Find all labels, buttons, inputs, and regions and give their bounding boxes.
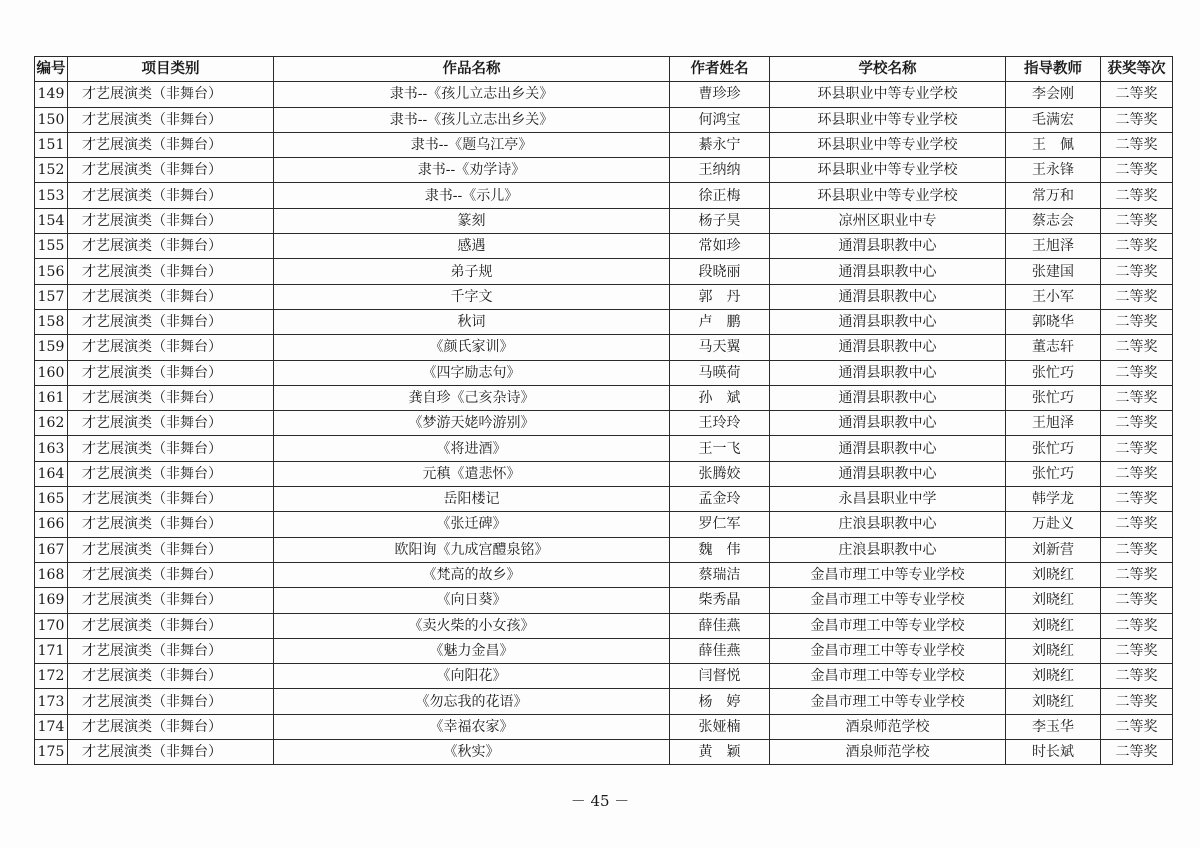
cell-category: 才艺展演类（非舞台） [68, 360, 274, 385]
cell-school: 通渭县职教中心 [770, 411, 1006, 436]
cell-teacher: 刘晓红 [1006, 562, 1101, 587]
cell-award: 二等奖 [1101, 562, 1173, 587]
table-row [35, 461, 1173, 486]
cell-author: 马暎荷 [670, 360, 770, 385]
cell-work-title: 千字文 [274, 284, 670, 309]
cell-category: 才艺展演类（非舞台） [68, 689, 274, 714]
cell-teacher: 李玉华 [1006, 714, 1101, 739]
cell-author: 常如珍 [670, 234, 770, 259]
cell-work-title: 隶书--《示儿》 [274, 183, 670, 208]
cell-work-title: 弟子规 [274, 259, 670, 284]
cell-number: 153 [35, 183, 68, 208]
cell-work-title: 隶书--《孩儿立志出乡关》 [274, 107, 670, 132]
cell-award: 二等奖 [1101, 664, 1173, 689]
table-row [35, 613, 1173, 638]
cell-category: 才艺展演类（非舞台） [68, 385, 274, 410]
cell-teacher: 毛满宏 [1006, 107, 1101, 132]
cell-work-title: 元稹《遣悲怀》 [274, 461, 670, 486]
cell-school: 环县职业中等专业学校 [770, 107, 1006, 132]
cell-school: 通渭县职教中心 [770, 436, 1006, 461]
table-row [35, 234, 1173, 259]
cell-school: 通渭县职教中心 [770, 234, 1006, 259]
cell-award: 二等奖 [1101, 82, 1173, 107]
cell-number: 173 [35, 689, 68, 714]
table-row [35, 208, 1173, 233]
cell-award: 二等奖 [1101, 537, 1173, 562]
cell-category: 才艺展演类（非舞台） [68, 183, 274, 208]
cell-school: 环县职业中等专业学校 [770, 183, 1006, 208]
cell-number: 164 [35, 461, 68, 486]
header-row [35, 57, 1173, 82]
cell-teacher: 张忙巧 [1006, 436, 1101, 461]
cell-school: 通渭县职教中心 [770, 259, 1006, 284]
cell-school: 通渭县职教中心 [770, 335, 1006, 360]
cell-award: 二等奖 [1101, 512, 1173, 537]
cell-author: 杨 婷 [670, 689, 770, 714]
cell-category: 才艺展演类（非舞台） [68, 461, 274, 486]
cell-award: 二等奖 [1101, 411, 1173, 436]
table-row [35, 436, 1173, 461]
cell-teacher: 董志轩 [1006, 335, 1101, 360]
cell-number: 156 [35, 259, 68, 284]
cell-work-title: 隶书--《孩儿立志出乡关》 [274, 82, 670, 107]
cell-award: 二等奖 [1101, 208, 1173, 233]
cell-award: 二等奖 [1101, 158, 1173, 183]
cell-award: 二等奖 [1101, 309, 1173, 334]
cell-teacher: 刘新营 [1006, 537, 1101, 562]
cell-author: 杨子昊 [670, 208, 770, 233]
cell-category: 才艺展演类（非舞台） [68, 107, 274, 132]
cell-school: 金昌市理工中等专业学校 [770, 588, 1006, 613]
cell-school: 酒泉师范学校 [770, 740, 1006, 765]
cell-number: 172 [35, 664, 68, 689]
table-row [35, 259, 1173, 284]
table-row [35, 537, 1173, 562]
table-row [35, 588, 1173, 613]
cell-author: 薛佳燕 [670, 613, 770, 638]
cell-school: 环县职业中等专业学校 [770, 158, 1006, 183]
cell-award: 二等奖 [1101, 385, 1173, 410]
cell-category: 才艺展演类（非舞台） [68, 436, 274, 461]
cell-teacher: 李会刚 [1006, 82, 1101, 107]
cell-school: 永昌县职业中学 [770, 487, 1006, 512]
cell-work-title: 篆刻 [274, 208, 670, 233]
cell-category: 才艺展演类（非舞台） [68, 613, 274, 638]
cell-school: 金昌市理工中等专业学校 [770, 664, 1006, 689]
cell-award: 二等奖 [1101, 638, 1173, 663]
header-teacher: 指导教师 [1006, 57, 1101, 82]
table-row [35, 714, 1173, 739]
cell-school: 金昌市理工中等专业学校 [770, 613, 1006, 638]
cell-category: 才艺展演类（非舞台） [68, 714, 274, 739]
cell-number: 155 [35, 234, 68, 259]
table-row [35, 309, 1173, 334]
cell-teacher: 刘晓红 [1006, 689, 1101, 714]
table-row [35, 183, 1173, 208]
cell-teacher: 王小军 [1006, 284, 1101, 309]
cell-category: 才艺展演类（非舞台） [68, 588, 274, 613]
table-row [35, 638, 1173, 663]
cell-author: 蔡瑞洁 [670, 562, 770, 587]
cell-number: 154 [35, 208, 68, 233]
cell-author: 綦永宁 [670, 132, 770, 157]
table-row [35, 512, 1173, 537]
cell-teacher: 张忙巧 [1006, 385, 1101, 410]
cell-school: 金昌市理工中等专业学校 [770, 689, 1006, 714]
cell-work-title: 《幸福农家》 [274, 714, 670, 739]
cell-award: 二等奖 [1101, 132, 1173, 157]
header-category: 项目类别 [68, 57, 274, 82]
cell-author: 马天翼 [670, 335, 770, 360]
cell-award: 二等奖 [1101, 107, 1173, 132]
page-number: － 45 － [570, 792, 630, 810]
cell-author: 闫督悦 [670, 664, 770, 689]
cell-work-title: 《魅力金昌》 [274, 638, 670, 663]
cell-teacher: 常万和 [1006, 183, 1101, 208]
header-number: 编号 [35, 57, 68, 82]
cell-work-title: 龚自珍《己亥杂诗》 [274, 385, 670, 410]
cell-award: 二等奖 [1101, 183, 1173, 208]
header-work-title: 作品名称 [274, 57, 670, 82]
cell-number: 168 [35, 562, 68, 587]
cell-number: 174 [35, 714, 68, 739]
table-row [35, 562, 1173, 587]
cell-category: 才艺展演类（非舞台） [68, 158, 274, 183]
cell-school: 通渭县职教中心 [770, 461, 1006, 486]
cell-school: 金昌市理工中等专业学校 [770, 638, 1006, 663]
cell-category: 才艺展演类（非舞台） [68, 562, 274, 587]
cell-number: 175 [35, 740, 68, 765]
cell-teacher: 王永锋 [1006, 158, 1101, 183]
cell-work-title: 《梦游天姥吟游别》 [274, 411, 670, 436]
cell-number: 158 [35, 309, 68, 334]
table-row [35, 107, 1173, 132]
cell-work-title: 秋词 [274, 309, 670, 334]
cell-number: 151 [35, 132, 68, 157]
cell-category: 才艺展演类（非舞台） [68, 132, 274, 157]
cell-work-title: 《梵高的故乡》 [274, 562, 670, 587]
cell-work-title: 《勿忘我的花语》 [274, 689, 670, 714]
cell-category: 才艺展演类（非舞台） [68, 335, 274, 360]
cell-work-title: 《向日葵》 [274, 588, 670, 613]
cell-author: 孟金玲 [670, 487, 770, 512]
cell-award: 二等奖 [1101, 740, 1173, 765]
cell-award: 二等奖 [1101, 461, 1173, 486]
cell-school: 凉州区职业中专 [770, 208, 1006, 233]
cell-category: 才艺展演类（非舞台） [68, 664, 274, 689]
cell-author: 段晓丽 [670, 259, 770, 284]
cell-work-title: 隶书--《题乌江亭》 [274, 132, 670, 157]
cell-school: 庄浪县职教中心 [770, 512, 1006, 537]
cell-teacher: 王旭泽 [1006, 411, 1101, 436]
cell-number: 163 [35, 436, 68, 461]
cell-teacher: 韩学龙 [1006, 487, 1101, 512]
table-row [35, 740, 1173, 765]
cell-teacher: 王 佩 [1006, 132, 1101, 157]
cell-number: 152 [35, 158, 68, 183]
cell-number: 165 [35, 487, 68, 512]
cell-category: 才艺展演类（非舞台） [68, 638, 274, 663]
cell-number: 166 [35, 512, 68, 537]
table-row [35, 385, 1173, 410]
table-body [35, 82, 1173, 765]
cell-teacher: 刘晓红 [1006, 638, 1101, 663]
cell-category: 才艺展演类（非舞台） [68, 740, 274, 765]
cell-teacher: 张忙巧 [1006, 461, 1101, 486]
cell-number: 171 [35, 638, 68, 663]
cell-award: 二等奖 [1101, 335, 1173, 360]
cell-teacher: 刘晓红 [1006, 664, 1101, 689]
cell-award: 二等奖 [1101, 689, 1173, 714]
cell-number: 167 [35, 537, 68, 562]
cell-work-title: 《四字励志句》 [274, 360, 670, 385]
cell-award: 二等奖 [1101, 234, 1173, 259]
cell-award: 二等奖 [1101, 487, 1173, 512]
cell-author: 薛佳燕 [670, 638, 770, 663]
cell-work-title: 《将进酒》 [274, 436, 670, 461]
cell-teacher: 张忙巧 [1006, 360, 1101, 385]
cell-school: 通渭县职教中心 [770, 309, 1006, 334]
cell-number: 157 [35, 284, 68, 309]
table-row [35, 689, 1173, 714]
table-row [35, 664, 1173, 689]
award-table [34, 56, 1173, 765]
cell-teacher: 郭晓华 [1006, 309, 1101, 334]
cell-category: 才艺展演类（非舞台） [68, 284, 274, 309]
table-row [35, 158, 1173, 183]
cell-award: 二等奖 [1101, 714, 1173, 739]
table-row [35, 411, 1173, 436]
cell-teacher: 刘晓红 [1006, 613, 1101, 638]
cell-category: 才艺展演类（非舞台） [68, 234, 274, 259]
cell-author: 王一飞 [670, 436, 770, 461]
cell-work-title: 感遇 [274, 234, 670, 259]
cell-author: 何鸿宝 [670, 107, 770, 132]
cell-award: 二等奖 [1101, 588, 1173, 613]
table-row [35, 82, 1173, 107]
cell-category: 才艺展演类（非舞台） [68, 208, 274, 233]
cell-award: 二等奖 [1101, 436, 1173, 461]
cell-work-title: 《向阳花》 [274, 664, 670, 689]
cell-work-title: 欧阳询《九成宫醴泉铭》 [274, 537, 670, 562]
cell-number: 170 [35, 613, 68, 638]
cell-work-title: 《张迁碑》 [274, 512, 670, 537]
cell-author: 张腾姣 [670, 461, 770, 486]
cell-number: 149 [35, 82, 68, 107]
cell-school: 酒泉师范学校 [770, 714, 1006, 739]
cell-school: 环县职业中等专业学校 [770, 82, 1006, 107]
cell-author: 郭 丹 [670, 284, 770, 309]
header-award: 获奖等次 [1101, 57, 1173, 82]
cell-school: 通渭县职教中心 [770, 284, 1006, 309]
cell-work-title: 《颜氏家训》 [274, 335, 670, 360]
cell-category: 才艺展演类（非舞台） [68, 537, 274, 562]
cell-work-title: 岳阳楼记 [274, 487, 670, 512]
cell-category: 才艺展演类（非舞台） [68, 487, 274, 512]
cell-author: 王玲玲 [670, 411, 770, 436]
table-row [35, 132, 1173, 157]
cell-category: 才艺展演类（非舞台） [68, 512, 274, 537]
table-row [35, 487, 1173, 512]
cell-work-title: 《卖火柴的小女孩》 [274, 613, 670, 638]
cell-teacher: 蔡志会 [1006, 208, 1101, 233]
cell-school: 通渭县职教中心 [770, 360, 1006, 385]
cell-number: 169 [35, 588, 68, 613]
cell-teacher: 王旭泽 [1006, 234, 1101, 259]
cell-number: 162 [35, 411, 68, 436]
cell-number: 161 [35, 385, 68, 410]
cell-teacher: 时长斌 [1006, 740, 1101, 765]
table-header [35, 57, 1173, 82]
cell-author: 张娅楠 [670, 714, 770, 739]
cell-author: 魏 伟 [670, 537, 770, 562]
cell-work-title: 《秋实》 [274, 740, 670, 765]
cell-teacher: 刘晓红 [1006, 588, 1101, 613]
cell-author: 孙 斌 [670, 385, 770, 410]
header-school: 学校名称 [770, 57, 1006, 82]
cell-number: 150 [35, 107, 68, 132]
table-row [35, 360, 1173, 385]
cell-teacher: 张建国 [1006, 259, 1101, 284]
cell-school: 金昌市理工中等专业学校 [770, 562, 1006, 587]
cell-author: 徐正梅 [670, 183, 770, 208]
header-author: 作者姓名 [670, 57, 770, 82]
cell-school: 庄浪县职教中心 [770, 537, 1006, 562]
table-row [35, 284, 1173, 309]
cell-award: 二等奖 [1101, 360, 1173, 385]
cell-category: 才艺展演类（非舞台） [68, 309, 274, 334]
cell-school: 环县职业中等专业学校 [770, 132, 1006, 157]
cell-author: 曹珍珍 [670, 82, 770, 107]
cell-category: 才艺展演类（非舞台） [68, 411, 274, 436]
cell-teacher: 万赴义 [1006, 512, 1101, 537]
cell-category: 才艺展演类（非舞台） [68, 259, 274, 284]
cell-author: 王纳纳 [670, 158, 770, 183]
cell-award: 二等奖 [1101, 259, 1173, 284]
cell-number: 160 [35, 360, 68, 385]
cell-author: 柴秀晶 [670, 588, 770, 613]
table-row [35, 335, 1173, 360]
cell-award: 二等奖 [1101, 284, 1173, 309]
cell-number: 159 [35, 335, 68, 360]
cell-work-title: 隶书--《劝学诗》 [274, 158, 670, 183]
cell-award: 二等奖 [1101, 613, 1173, 638]
cell-author: 黄 颖 [670, 740, 770, 765]
cell-category: 才艺展演类（非舞台） [68, 82, 274, 107]
cell-author: 卢 鹏 [670, 309, 770, 334]
cell-author: 罗仁军 [670, 512, 770, 537]
cell-school: 通渭县职教中心 [770, 385, 1006, 410]
